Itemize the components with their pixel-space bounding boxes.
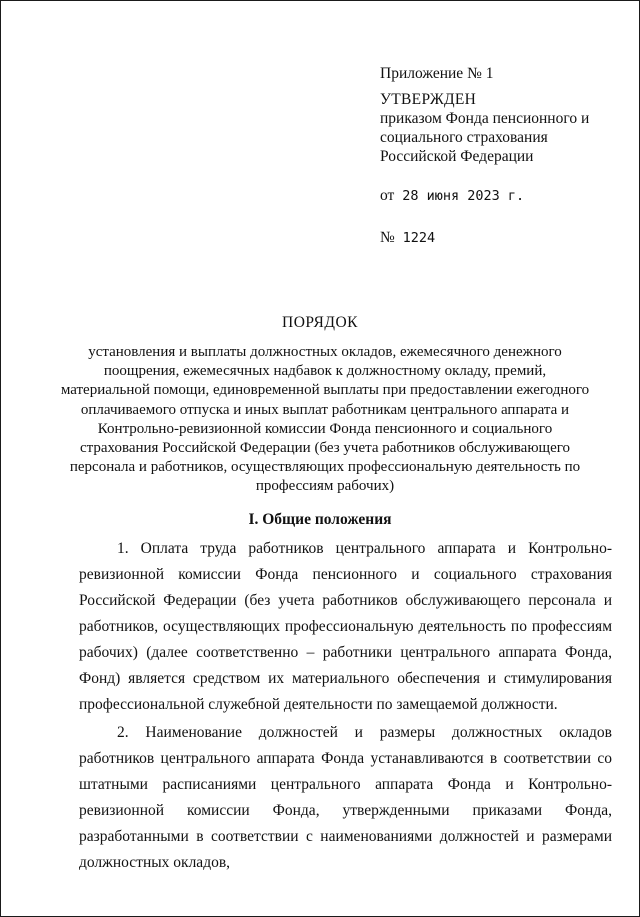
subtitle-line: Контрольно-ревизионной комиссии Фонда пенсионного и социального bbox=[97, 420, 553, 437]
order-line-1: приказом Фонда пенсионного и bbox=[380, 110, 590, 127]
number-prefix: № bbox=[380, 229, 395, 246]
document-body bbox=[79, 536, 612, 878]
subtitle-line: оплачиваемого отпуска и иных выплат работникам центрального аппарата и bbox=[80, 401, 570, 418]
subtitle-line: страхования Российской Федерации (без учета работников обслуживающего bbox=[79, 440, 571, 457]
order-line-2: социального страхования bbox=[380, 129, 548, 146]
approval-block bbox=[380, 64, 589, 248]
number-value: 1224 bbox=[402, 230, 436, 246]
appendix-label: Приложение № 1 bbox=[380, 65, 494, 82]
subtitle-line: персонала и работников, осуществляющих профессиональную деятельность по bbox=[69, 459, 581, 476]
paragraph-1: 1. Оплата труда работников центрального аппарата и Контрольно-ревизионной комиссии Фонда пенсионного и социального страхования Российской Федерации (без учета работников обслуживающего персонала и работников, осуществляющих профессиональную деятельность по профессиям рабочих) (далее соответственно – работники центрального аппарата Фонда, Фонд) является средством их материального обеспечения и стимулирования профессиональной служебной деятельности по замещаемой должности. bbox=[79, 540, 612, 713]
order-date bbox=[380, 186, 589, 206]
subtitle-line: материальной помощи, единовременной выплаты при предоставлении ежегодного bbox=[60, 382, 590, 399]
section-heading: I. Общие положения bbox=[248, 511, 392, 528]
subtitle-line: поощрения, ежемесячных надбавок к должностному окладу, премий, bbox=[103, 363, 547, 380]
subtitle-line: профессиям рабочих) bbox=[255, 478, 395, 495]
paragraph-2: 2. Наименование должностей и размеры должностных окладов работников центрального аппарата Фонда устанавливаются в соответствии со штатными расписаниями центрального аппарата Фонда и Контрольно-ревизионной комиссии Фонда, утвержденными приказами Фонда, разработанными в соответствии с наименованиями должностей и размерами должностных окладов, bbox=[79, 724, 612, 871]
subtitle-line: установления и выплаты должностных окладов, ежемесячного денежного bbox=[88, 344, 562, 360]
document-title: ПОРЯДОК bbox=[282, 314, 358, 331]
date-prefix: от bbox=[380, 187, 395, 204]
order-number bbox=[380, 228, 589, 248]
document-subtitle bbox=[60, 343, 590, 497]
date-value: 28 июня 2023 г. bbox=[402, 188, 525, 204]
order-line-3: Российской Федерации bbox=[380, 148, 534, 165]
approved-label: УТВЕРЖДЕН bbox=[380, 91, 477, 108]
